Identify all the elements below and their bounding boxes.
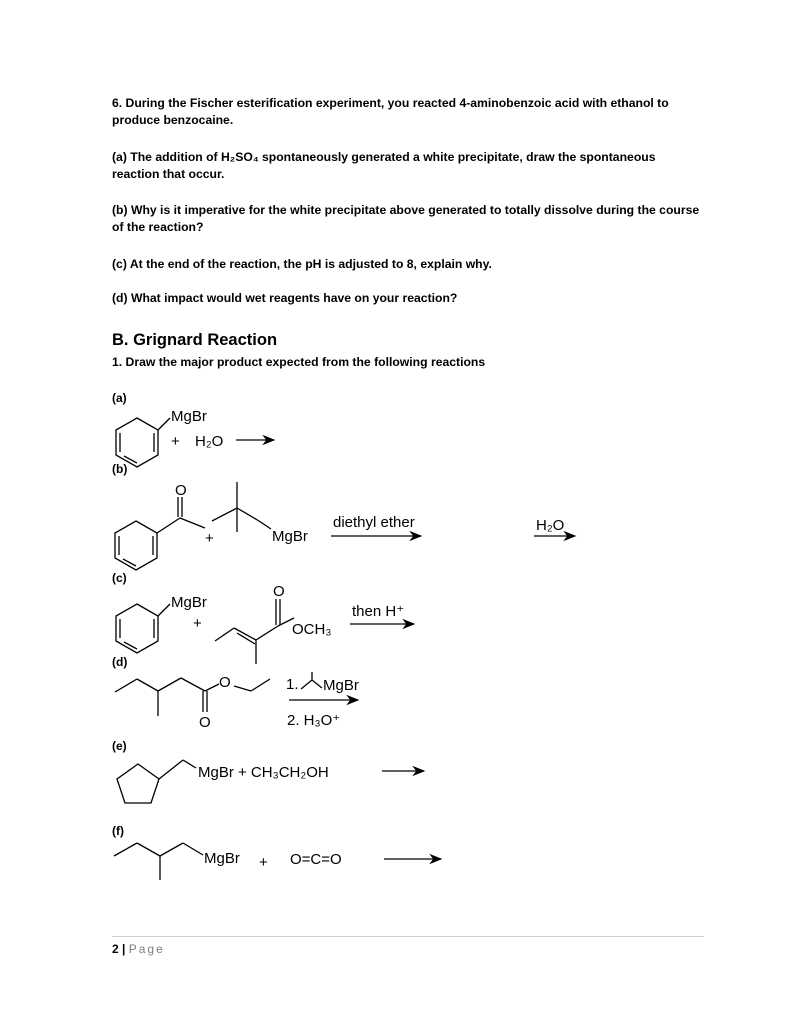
reagents-e: MgBr + CH₃CH₂OH bbox=[198, 764, 329, 781]
label-f: (f) bbox=[112, 824, 124, 838]
step2-d: 2. H₃O⁺ bbox=[287, 712, 341, 729]
mgbr-a: MgBr bbox=[171, 408, 207, 425]
och3-c: OCH₃ bbox=[292, 621, 332, 638]
mgbr-b: MgBr bbox=[272, 528, 308, 545]
cyclopentane-ring-e bbox=[117, 764, 159, 803]
reaction-b bbox=[115, 482, 575, 570]
co2-f: O=C=O bbox=[290, 851, 342, 868]
reaction-d bbox=[115, 672, 359, 731]
label-e: (e) bbox=[112, 739, 127, 753]
step2-b: H₂O bbox=[536, 517, 565, 534]
footer-divider bbox=[112, 936, 704, 937]
reaction-c bbox=[116, 583, 414, 664]
mgbr-d: MgBr bbox=[323, 677, 359, 694]
label-b: (b) bbox=[112, 462, 128, 476]
question-6c: (c) At the end of the reaction, the pH is adjusted to 8, explain why. bbox=[112, 257, 492, 271]
label-d: (d) bbox=[112, 655, 128, 669]
reaction-e bbox=[117, 760, 424, 803]
condition-b: diethyl ether bbox=[333, 514, 415, 531]
step1-num-d: 1. bbox=[286, 676, 299, 693]
mgbr-c: MgBr bbox=[171, 594, 207, 611]
plus-a: + bbox=[171, 433, 180, 450]
benzene-ring-c bbox=[116, 604, 158, 653]
label-a: (a) bbox=[112, 391, 127, 405]
page-footer bbox=[112, 942, 165, 956]
plus-c: + bbox=[193, 615, 202, 632]
footer-separator: | bbox=[122, 942, 126, 956]
page-word: Page bbox=[128, 942, 165, 956]
label-c: (c) bbox=[112, 571, 127, 585]
plus-f: + bbox=[259, 854, 268, 871]
reaction-a bbox=[116, 408, 274, 467]
water-a: H₂O bbox=[195, 433, 224, 450]
oxygen-d-carbonyl: O bbox=[199, 714, 211, 731]
benzene-ring-a bbox=[116, 418, 158, 467]
question-6b: (b) Why is it imperative for the white precipitate above generated to totally dissolve during the course of the reaction? bbox=[112, 203, 700, 234]
oxygen-c: O bbox=[273, 583, 285, 600]
oxygen-d-ester: O bbox=[219, 674, 231, 691]
condition-c: then H⁺ bbox=[352, 603, 405, 620]
mgbr-f: MgBr bbox=[204, 850, 240, 867]
question-6d: (d) What impact would wet reagents have on your reaction? bbox=[112, 291, 458, 305]
question-6: 6. During the Fischer esterification experiment, you reacted 4-aminobenzoic acid with ethanol to produce benzocaine. bbox=[112, 96, 669, 127]
question-6a: (a) The addition of H₂SO₄ spontaneously generated a white precipitate, draw the spontaneous reaction that occur. bbox=[112, 150, 656, 181]
page-number: 2 bbox=[112, 942, 119, 956]
section-instruction: 1. Draw the major product expected from the following reactions bbox=[112, 355, 486, 369]
reaction-f bbox=[114, 843, 441, 880]
section-title: B. Grignard Reaction bbox=[112, 331, 278, 349]
benzene-ring-b bbox=[115, 521, 157, 570]
oxygen-b: O bbox=[175, 482, 187, 499]
plus-b: + bbox=[205, 530, 214, 547]
